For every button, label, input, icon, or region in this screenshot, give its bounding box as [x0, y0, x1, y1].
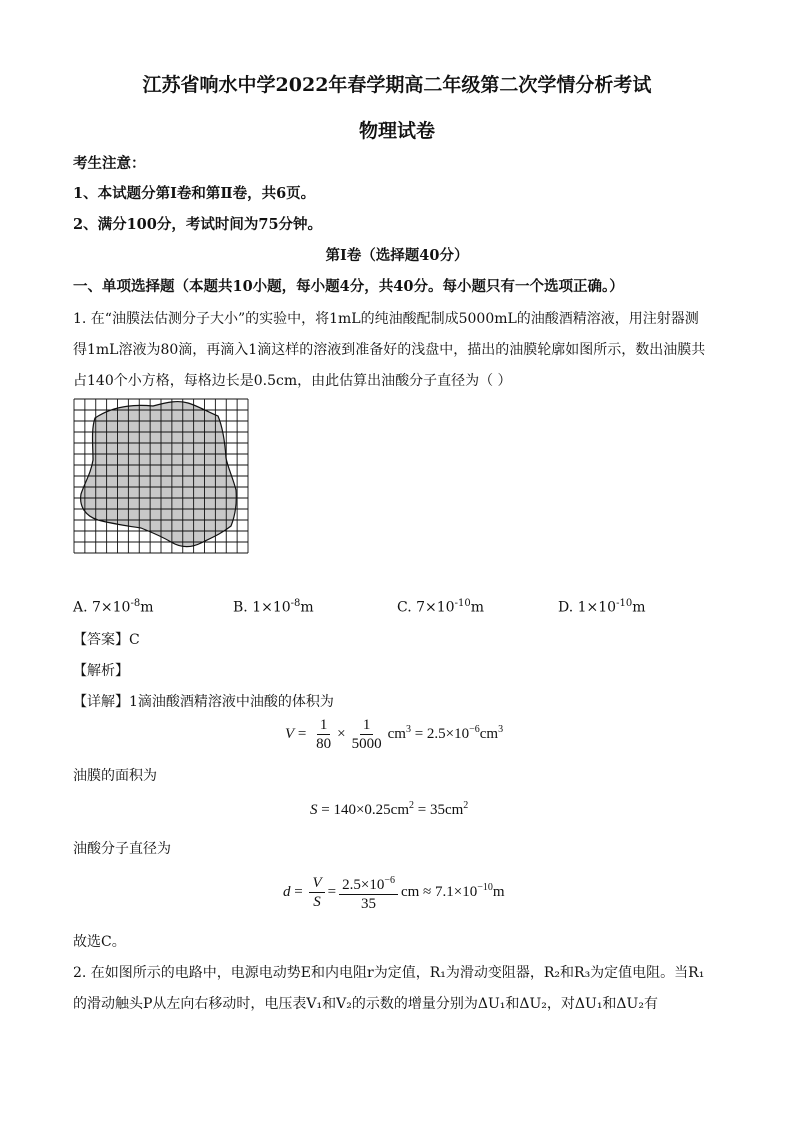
- notice-heading: 考生注意：: [73, 155, 146, 172]
- analysis-label: 【解析】: [73, 663, 129, 679]
- oil-film-outline: [81, 402, 237, 547]
- notice-item-2: 2、满分100分，考试时间为75分钟。: [73, 216, 323, 233]
- notice-item-1: 1、本试题分第Ⅰ卷和第Ⅱ卷，共6页。: [73, 185, 316, 202]
- exam-subtitle: 物理试卷: [358, 120, 435, 142]
- section-heading: 一、单项选择题（本题共10小题，每小题4分，共40分。每小题只有一个选项正确。）: [73, 278, 624, 295]
- option-d: D. $1\times 10^{-10}m$: [558, 598, 646, 616]
- equation-area: $S = 140\times 0.25cm^2 = 35cm^2$: [310, 800, 469, 818]
- q1-line-1: 1. 在“油膜法估测分子大小”的实验中，将1mL的纯油酸配制成5000mL的油酸酒精溶液，用注射器测: [73, 311, 699, 327]
- equation-volume: V = $\frac{1}{80}$ × $\frac{1}{5000}$ $cm^3 = 2.5\times 10^{-6}cm^3$: [285, 717, 504, 752]
- diameter-label: 油酸分子直径为: [73, 841, 171, 857]
- q2-line-1: 2. 在如图所示的电路中，电源电动势E和内电阻r为定值，R₁为滑动变阻器，R₂和R₃为定值电阻。当R₁: [73, 965, 705, 981]
- option-a: A. $7\times 10^{-8}m$: [73, 598, 154, 616]
- conclusion-text: 故选C。: [73, 934, 126, 950]
- answer-label: 【答案】C: [73, 632, 140, 648]
- q1-line-3: 占140个小方格，每格边长是0.5cm，由此估算出油酸分子直径为（ ）: [73, 373, 512, 389]
- area-label: 油膜的面积为: [73, 768, 157, 784]
- exam-title: 江苏省响水中学2022年春学期高二年级第二次学情分析考试: [142, 74, 652, 96]
- option-c: C. $7\times 10^{-10}m$: [397, 598, 484, 616]
- oil-film-grid-figure: [73, 398, 249, 554]
- q2-line-2: 的滑动触头P从左向右移动时，电压表V₁和V₂的示数的增量分别为ΔU₁和ΔU₂，对ΔU₁和ΔU₂有: [73, 996, 658, 1012]
- equation-diameter: d = $\frac{V}{S}$ = $\frac{2.5\times 10^{-6}}{35}$ cm ≈ $7.1\times 10^{-10}m$: [283, 872, 505, 913]
- option-b: B. $1\times 10^{-8}m$: [233, 598, 314, 616]
- detail-text: 【详解】1滴油酸酒精溶液中油酸的体积为: [73, 694, 334, 710]
- q1-line-2: 得1mL溶液为80滴，再滴入1滴这样的溶液到准备好的浅盘中，描出的油膜轮廓如图所示，数出油膜共: [73, 342, 706, 358]
- part-title: 第Ⅰ卷（选择题40分）: [325, 247, 469, 264]
